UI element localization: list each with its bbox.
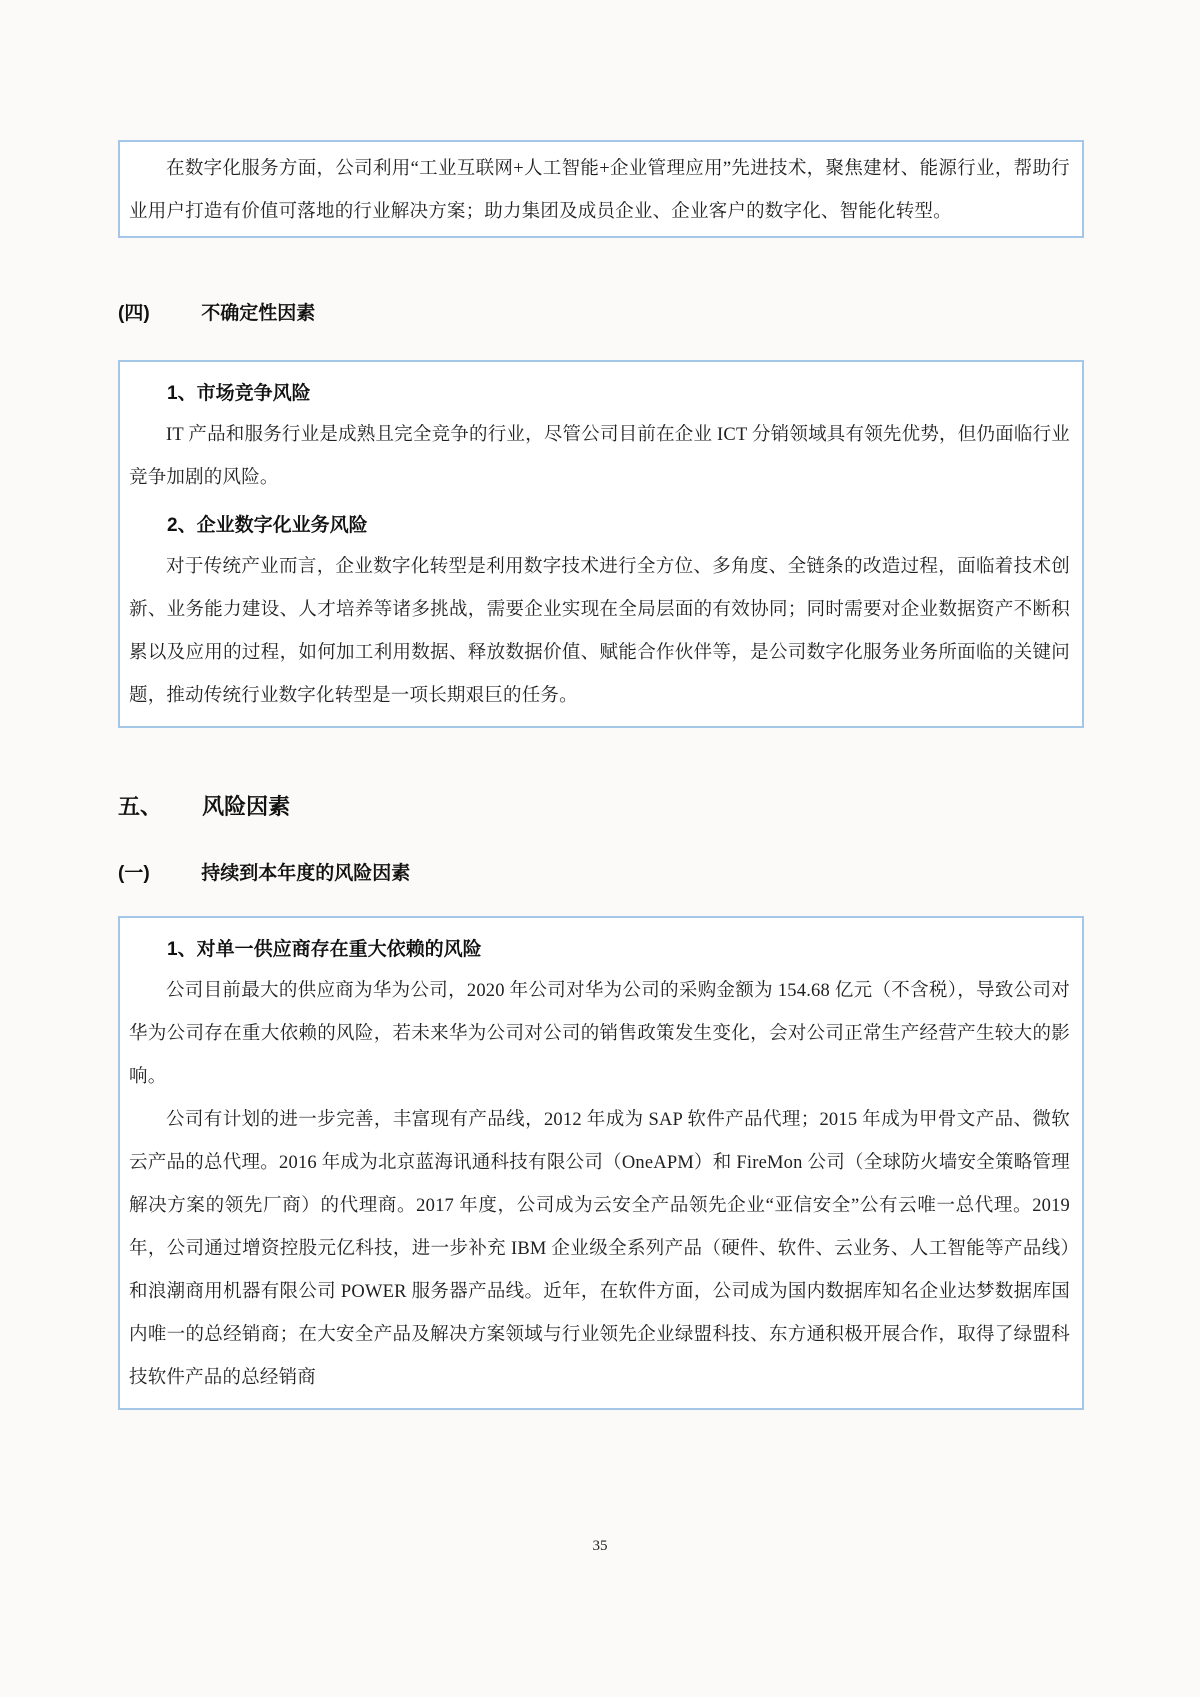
digital-services-box	[118, 140, 1084, 238]
page-number: 35	[592, 1538, 608, 1554]
section-5-1-heading	[118, 860, 1084, 888]
market-competition-risk-text: IT 产品和服务行业是成熟且完全竞争的行业，尽管公司目前在企业 ICT 分销领域具有领先优势，但仍面临行业竞争加剧的风险。	[129, 425, 1070, 488]
supplier-dependence-paragraph-1: 公司目前最大的供应商为华为公司，2020 年公司对华为公司的采购金额为 154.68 亿元（不含税），导致公司对华为公司存在重大依赖的风险，若未来华为公司对公司的销售政策发生变化，会对公司正常生产经营产生较大的影响。	[129, 981, 1070, 1087]
section-4-number: (四)	[118, 303, 150, 324]
supplier-dependence-paragraph-2: 公司有计划的进一步完善，丰富现有产品线，2012 年成为 SAP 软件产品代理；2015 年成为甲骨文产品、微软云产品的总代理。2016 年成为北京蓝海讯通科技有限公司（OneAPM）和 FireMon 公司（全球防火墙安全策略管理解决方案的领先厂商）的代理商。2017 年度，公司成为云安全产品领先企业“亚信安全”公有云唯一总代理。2019 年，公司通过增资控股元亿科技，进一步补充 IBM 企业级全系列产品（硬件、软件、云业务、人工智能等产品线）和浪潮商用机器有限公司 POWER 服务器产品线。近年，在软件方面，公司成为国内数据库知名企业达梦数据库国内唯一的总经销商；在大安全产品及解决方案领域与行业领先企业绿盟科技、东方通积极开展合作，取得了绿盟科技软件产品的总经销商	[129, 1110, 1070, 1388]
section-5-title: 风险因素	[202, 794, 291, 819]
uncertainty-factors-box	[118, 360, 1084, 728]
digital-business-risk-heading: 2、企业数字化业务风险	[167, 515, 368, 536]
document-page	[118, 0, 1084, 1410]
market-competition-risk-heading: 1、市场竞争风险	[167, 383, 311, 404]
digital-services-paragraph: 在数字化服务方面，公司利用“工业互联网+人工智能+企业管理应用”先进技术，聚焦建材、能源行业，帮助行业用户打造有价值可落地的行业解决方案；助力集团及成员企业、企业客户的数字化、智能化转型。	[129, 159, 1070, 222]
section-5-1-title: 持续到本年度的风险因素	[201, 863, 411, 884]
section-4-heading	[118, 300, 1084, 328]
section-5-heading	[118, 792, 1084, 822]
supplier-dependence-risk-box	[118, 916, 1084, 1410]
section-5-number: 五、	[118, 794, 163, 819]
section-4-title: 不确定性因素	[201, 303, 316, 324]
supplier-dependence-risk-heading: 1、对单一供应商存在重大依赖的风险	[167, 939, 482, 960]
section-5-1-number: (一)	[118, 863, 150, 884]
digital-business-risk-text: 对于传统产业而言，企业数字化转型是利用数字技术进行全方位、多角度、全链条的改造过程，面临着技术创新、业务能力建设、人才培养等诸多挑战，需要企业实现在全局层面的有效协同；同时需要对企业数据资产不断积累以及应用的过程，如何加工利用数据、释放数据价值、赋能合作伙伴等，是公司数字化服务业务所面临的关键问题，推动传统行业数字化转型是一项长期艰巨的任务。	[129, 557, 1070, 706]
